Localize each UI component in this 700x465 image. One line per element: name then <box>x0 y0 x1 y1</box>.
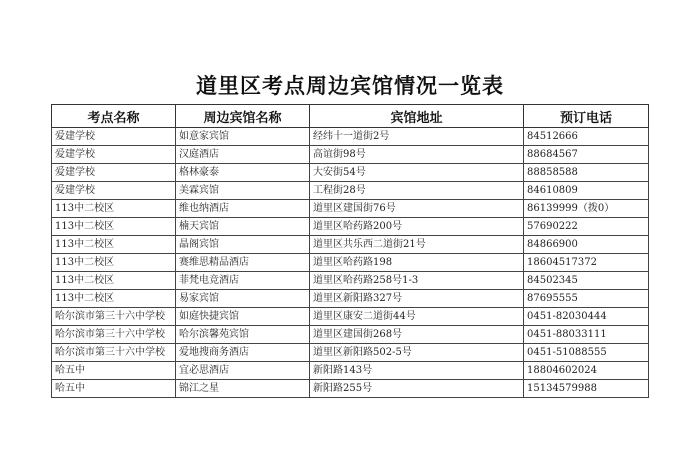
cell-booking-phone: 15134579988 <box>524 380 649 398</box>
table-row <box>52 218 649 236</box>
cell-booking-phone: 88858588 <box>524 164 649 182</box>
header-hotel-address: 宾馆地址 <box>310 105 524 128</box>
table-row <box>52 326 649 344</box>
cell-booking-phone: 18804602024 <box>524 362 649 380</box>
cell-hotel-name: 易家宾馆 <box>176 290 310 308</box>
cell-exam-site: 113中二校区 <box>52 236 176 254</box>
cell-hotel-name: 爱地搜商务酒店 <box>176 344 310 362</box>
cell-booking-phone: 84502345 <box>524 272 649 290</box>
cell-booking-phone: 0451-51088555 <box>524 344 649 362</box>
cell-exam-site: 哈尔滨市第三十六中学校 <box>52 344 176 362</box>
cell-hotel-name: 宜必思酒店 <box>176 362 310 380</box>
cell-booking-phone: 18604517372 <box>524 254 649 272</box>
cell-hotel-address: 经纬十一道街2号 <box>310 128 524 146</box>
cell-booking-phone: 88684567 <box>524 146 649 164</box>
cell-exam-site: 爱建学校 <box>52 128 176 146</box>
cell-hotel-address: 道里区新阳路327号 <box>310 290 524 308</box>
cell-booking-phone: 87695555 <box>524 290 649 308</box>
cell-exam-site: 113中二校区 <box>52 290 176 308</box>
table-row <box>52 254 649 272</box>
cell-hotel-name: 美霖宾馆 <box>176 182 310 200</box>
cell-hotel-name: 赛维思精品酒店 <box>176 254 310 272</box>
cell-exam-site: 113中二校区 <box>52 272 176 290</box>
cell-hotel-name: 楠天宾馆 <box>176 218 310 236</box>
cell-booking-phone: 84512666 <box>524 128 649 146</box>
table-row <box>52 308 649 326</box>
cell-hotel-address: 道里区建国街76号 <box>310 200 524 218</box>
cell-booking-phone: 0451-88033111 <box>524 326 649 344</box>
cell-exam-site: 哈尔滨市第三十六中学校 <box>52 326 176 344</box>
table-header-row <box>52 105 649 128</box>
table-row <box>52 200 649 218</box>
cell-exam-site: 爱建学校 <box>52 146 176 164</box>
cell-hotel-address: 道里区康安二道街44号 <box>310 308 524 326</box>
cell-hotel-address: 道里区建国街268号 <box>310 326 524 344</box>
cell-booking-phone: 84866900 <box>524 236 649 254</box>
cell-hotel-address: 大安街54号 <box>310 164 524 182</box>
cell-hotel-name: 菲梵电竞酒店 <box>176 272 310 290</box>
cell-hotel-address: 道里区共乐西二道街21号 <box>310 236 524 254</box>
header-hotel-name: 周边宾馆名称 <box>176 105 310 128</box>
cell-exam-site: 113中二校区 <box>52 218 176 236</box>
document-title: 道里区考点周边宾馆情况一览表 <box>196 74 504 98</box>
hotel-table <box>51 104 649 398</box>
cell-booking-phone: 57690222 <box>524 218 649 236</box>
table-row <box>52 164 649 182</box>
cell-exam-site: 爱建学校 <box>52 182 176 200</box>
cell-exam-site: 哈尔滨市第三十六中学校 <box>52 308 176 326</box>
cell-hotel-name: 哈尔滨馨苑宾馆 <box>176 326 310 344</box>
cell-hotel-address: 道里区哈药路258号1-3 <box>310 272 524 290</box>
cell-exam-site: 113中二校区 <box>52 254 176 272</box>
cell-hotel-address: 道里区哈药路200号 <box>310 218 524 236</box>
cell-exam-site: 爱建学校 <box>52 164 176 182</box>
table-row <box>52 182 649 200</box>
header-exam-site: 考点名称 <box>52 105 176 128</box>
table-row <box>52 290 649 308</box>
cell-hotel-address: 新阳路143号 <box>310 362 524 380</box>
cell-hotel-name: 锦江之星 <box>176 380 310 398</box>
cell-exam-site: 哈五中 <box>52 380 176 398</box>
cell-hotel-name: 格林豪泰 <box>176 164 310 182</box>
cell-hotel-name: 维也纳酒店 <box>176 200 310 218</box>
cell-hotel-address: 新阳路255号 <box>310 380 524 398</box>
cell-booking-phone: 0451-82030444 <box>524 308 649 326</box>
cell-exam-site: 113中二校区 <box>52 200 176 218</box>
table-row <box>52 236 649 254</box>
cell-hotel-address: 高谊街98号 <box>310 146 524 164</box>
table-row <box>52 146 649 164</box>
cell-hotel-name: 晶阁宾馆 <box>176 236 310 254</box>
cell-hotel-name: 汉庭酒店 <box>176 146 310 164</box>
table-row <box>52 344 649 362</box>
table-row <box>52 362 649 380</box>
table-row <box>52 272 649 290</box>
cell-hotel-name: 如意家宾馆 <box>176 128 310 146</box>
cell-hotel-name: 如庭快捷宾馆 <box>176 308 310 326</box>
header-booking-phone: 预订电话 <box>524 105 649 128</box>
cell-hotel-address: 工程街28号 <box>310 182 524 200</box>
cell-booking-phone: 86139999（拨0） <box>524 200 649 218</box>
table-row <box>52 380 649 398</box>
table-row <box>52 128 649 146</box>
cell-hotel-address: 道里区新阳路502-5号 <box>310 344 524 362</box>
cell-exam-site: 哈五中 <box>52 362 176 380</box>
cell-booking-phone: 84610809 <box>524 182 649 200</box>
cell-hotel-address: 道里区哈药路198 <box>310 254 524 272</box>
